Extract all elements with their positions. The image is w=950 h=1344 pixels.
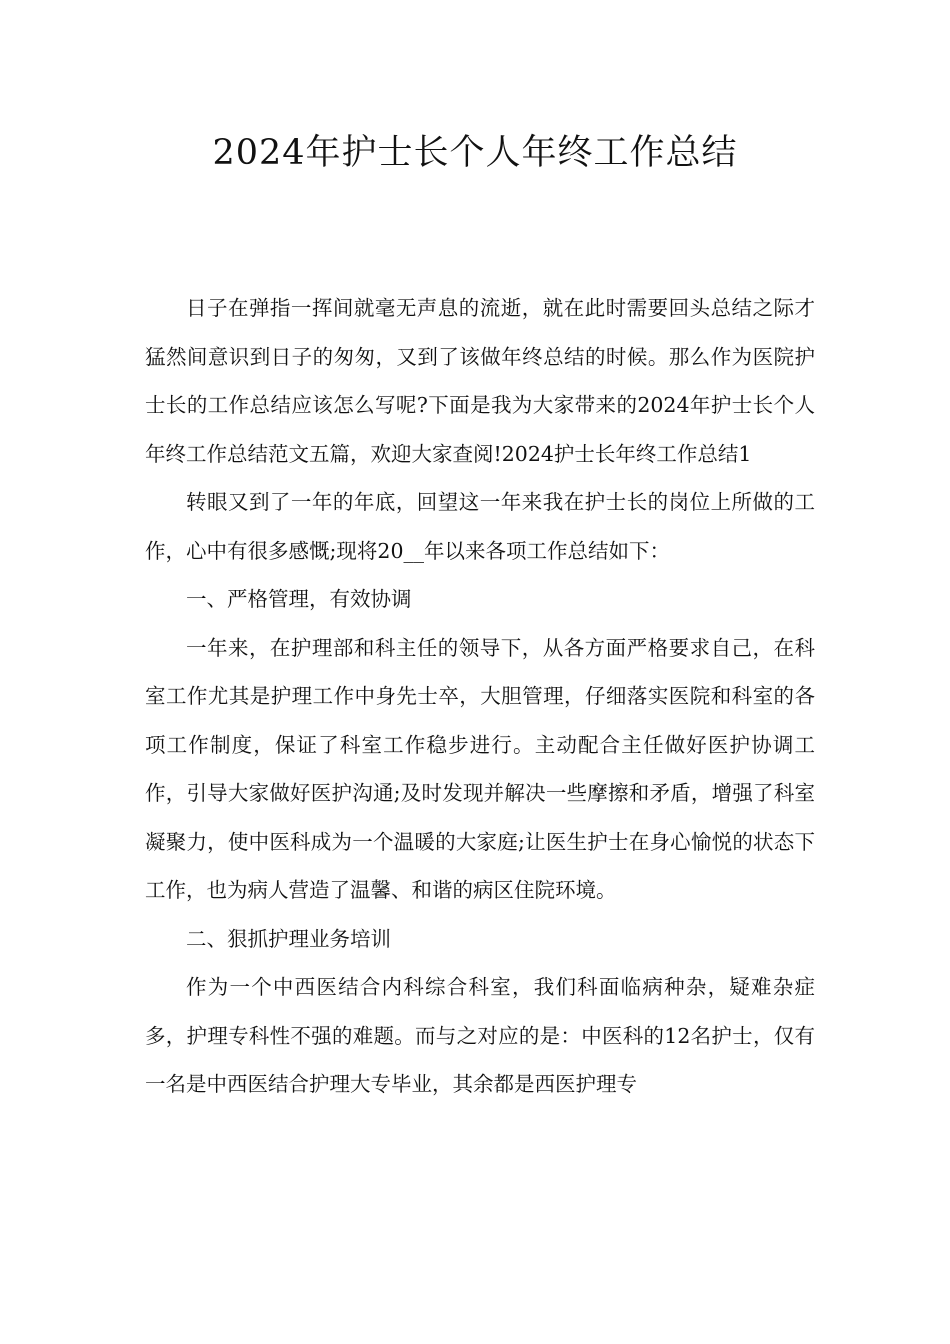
paragraph-opening: 转眼又到了一年的年底，回望这一年来我在护士长的岗位上所做的工作，心中有很多感慨;现将20__年以来各项工作总结如下： xyxy=(145,490,815,563)
section-heading-1: 一、严格管理，有效协调 xyxy=(186,587,412,611)
document-body xyxy=(145,284,815,1109)
paragraph-section-1: 一年来，在护理部和科主任的领导下，从各方面严格要求自己，在科室工作尤其是护理工作中身先士卒，大胆管理，仔细落实医院和科室的各项工作制度，保证了科室工作稳步进行。主动配合主任做好医护协调工作，引导大家做好医护沟通;及时发现并解决一些摩擦和矛盾，增强了科室凝聚力，使中医科成为一个温暖的大家庭;让医生护士在身心愉悦的状态下工作，也为病人营造了温馨、和谐的病区住院环境。 xyxy=(145,635,815,902)
paragraph-intro: 日子在弹指一挥间就毫无声息的流逝，就在此时需要回头总结之际才猛然间意识到日子的匆匆，又到了该做年终总结的时候。那么作为医院护士长的工作总结应该怎么写呢?下面是我为大家带来的2024年护士长个人年终工作总结范文五篇，欢迎大家查阅!2024护士长年终工作总结1 xyxy=(145,296,815,466)
document-title: 2024年护士长个人年终工作总结 xyxy=(212,133,738,173)
paragraph-section-2: 作为一个中西医结合内科综合科室，我们科面临病种杂，疑难杂症多，护理专科性不强的难题。而与之对应的是：中医科的12名护士，仅有一名是中西医结合护理大专毕业，其余都是西医护理专 xyxy=(145,975,815,1096)
section-heading-2: 二、狠抓护理业务培训 xyxy=(186,926,391,951)
